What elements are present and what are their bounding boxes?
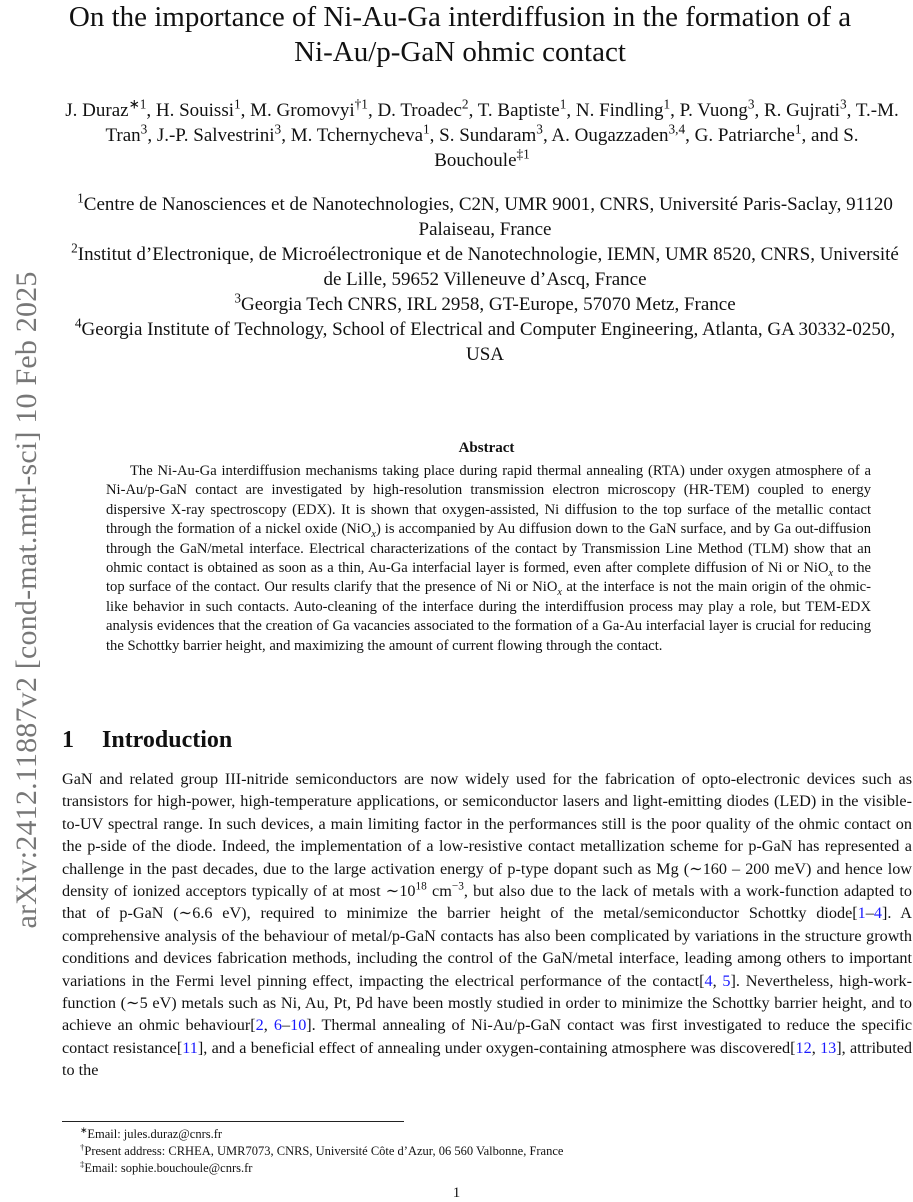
footnote-divider — [62, 1121, 404, 1122]
affiliation: $^1$Centre de Nanosciences et de Nanotechnologies, C2N, UMR 9001, CNRS, Université Paris-Saclay, 91120 Palaiseau, France — [77, 190, 893, 240]
citation-link[interactable]: 4 — [873, 904, 882, 923]
section-title: Introduction — [102, 727, 233, 753]
author: N. Findling$^1$ — [575, 96, 671, 121]
arxiv-identifier[interactable]: arXiv:2412.11887v2 [cond-mat.mtrl-sci] 10 Feb 2025 — [10, 271, 43, 929]
introduction-paragraph: GaN and related group III-nitride semiconductors are now widely used for the fabrication of opto-electronic devices such as transistors for high-power, high-temperature applications, or semiconductor lasers and light-emitting diodes (LED) in the visible-to-UV spectral range. In such devices, a main limiting factor in the performances still is the poor quality of the ohmic contact on the p-side of the diode. Indeed, the implementation of a low-resistive contact metallization scheme for p-GaN has represented a challenge in the past decades, due to the large activation energy of p-type dopant such as Mg (∼160 – 200 meV) and hence low density of ionized acceptors typically of at most $\sim 10^{18}$ $cm^{-3}$, but also due to the lack of metals with a work-function adapted to that of p-GaN (∼6.6 eV), required to minimize the barrier height of the metal/semiconductor Schottky diode[1–4]. A comprehensive analysis of the behaviour of metal/p-GaN contacts has also been complicated by variations in the structure growth conditions and devices fabrication methods, including the control of the GaN/metal interface, leading among others to important variations in the Fermi level pinning effect, impacting the electrical performance of the contact[4, 5]. Nevertheless, high-work-function (∼5 eV) metals such as Ni, Au, Pt, Pd have been mostly studied in order to minimize the Schottky barrier height, and to achieve an ohmic behaviour[2, 6–10]. Thermal annealing of Ni-Au/p-GaN contact was first investigated to reduce the specific contact resistance[11], and a beneficial effect of annealing under oxygen-containing atmosphere was discovered[12, 13], attributed to the — [62, 770, 913, 1080]
author: H. Souissi$^1$ — [155, 96, 241, 121]
author: T. Baptiste$^1$ — [477, 96, 567, 121]
citation-link[interactable]: 11 — [182, 1038, 198, 1057]
title-line-1: On the importance of Ni-Au-Ga interdiffusion in the formation of a — [68, 1, 852, 33]
citation-link[interactable]: 6 — [273, 1016, 282, 1035]
author: G. Patriarche$^1$ — [694, 121, 802, 146]
affiliation: $^3$Georgia Tech CNRS, IRL 2958, GT-Europe, 57070 Metz, France — [234, 290, 736, 315]
affiliation: $^2$Institut d’Electronique, de Microélectronique et de Nanotechnologie, IEMN, UMR 8520, CNRS, Université de Lille, 59652 Villeneuve d’Ascq, France — [71, 240, 899, 290]
page-number: 1 — [452, 1185, 461, 1201]
citation-link[interactable]: 2 — [255, 1016, 264, 1035]
author: S. Sundaram$^3$ — [439, 121, 543, 146]
footnote: ‡Email: sophie.bouchoule@cnrs.fr — [80, 1158, 253, 1175]
citation-link[interactable]: 4 — [704, 971, 713, 990]
author: M. Tchernycheva$^1$ — [290, 121, 430, 146]
citation-link[interactable]: 13 — [820, 1038, 837, 1057]
author: T.-M. Tran$^3$ — [105, 100, 899, 146]
citation-link[interactable]: 12 — [795, 1038, 812, 1057]
abstract-text: The Ni-Au-Ga interdiffusion mechanisms taking place during rapid thermal annealing (RTA) under oxygen atmosphere of a Ni-Au/p-GaN contact are investigated by high-resolution transmission electron microscopy (HR-TEM) coupled to energy dispersive X-ray spectroscopy (EDX). It is shown that oxygen-assisted, Ni diffusion to the top surface of the metallic contact through the formation of a nickel oxide (NiO$_x$) is accompanied by Au diffusion down to the GaN surface, and by Ga out-diffusion through the GaN/metal interface. Electrical characterizations of the contact by Transmission Line Method (TLM) show that an ohmic contact is obtained as soon as a thin, Au-Ga interfacial layer is formed, even after complete diffusion of Ni or NiO$_x$ to the top surface of the contact. Our results clarify that the presence of Ni or NiO$_x$ at the interface is not the main origin of the ohmic-like behavior in such contacts. Auto-cleaning of the interface during the interdiffusion process may play a role, but TEM-EDX analysis evidences that the creation of Ga vacancies associated to the formation of a Ga-Au interfacial layer is crucial for reducing the Schottky barrier height, and maximizing the amount of current flowing through the contact. — [106, 463, 871, 654]
author: J. Duraz$^{∗1}$ — [65, 96, 147, 121]
abstract-heading: Abstract — [458, 440, 515, 456]
arxiv-identifier-margin — [0, 0, 54, 1200]
footnotes — [62, 1126, 902, 1177]
title-line-2: Ni-Au/p-GaN ohmic contact — [294, 36, 626, 68]
author: S. Bouchoule$^{\ddagger 1}$ — [434, 125, 859, 171]
author: M. Gromovyi$^{\dagger 1}$ — [250, 96, 368, 121]
affiliation: $^4$Georgia Institute of Technology, School of Electrical and Computer Engineering, Atlanta, GA 30332-0250, USA — [74, 315, 896, 365]
citation-link[interactable]: 10 — [290, 1016, 307, 1035]
author: R. Gujrati$^3$ — [764, 96, 847, 121]
section-number: 1 — [62, 727, 74, 753]
author: A. Ougazzaden$^{3,4}$ — [551, 121, 686, 146]
author: J.-P. Salvestrini$^3$ — [156, 121, 282, 146]
author-list: J. Duraz$^{∗1}$, H. Souissi$^1$, M. Gromovyi$^{\dagger 1}$, D. Troadec$^2$, T. Baptiste$^1$, N. Findling$^1$, P. Vuong$^3$, R. Gujrati$^3$, T.-M. Tran$^3$, J.-P. Salvestrini$^3$, M. Tchernycheva$^1$, S. Sundaram$^3$, A. Ougazzaden$^{3,4}$, G. Patriarche$^1$, and S. Bouchoule$^{\ddagger 1}$ — [65, 96, 899, 171]
paper-title — [60, 0, 860, 70]
footnote: ∗Email: jules.duraz@cnrs.fr — [80, 1124, 223, 1141]
citation-link[interactable]: 1 — [857, 904, 866, 923]
section-heading-introduction — [62, 727, 662, 754]
affiliation-list — [60, 192, 910, 367]
footnote: †Present address: CRHEA, UMR7073, CNRS, Université Côte d’Azur, 06 560 Valbonne, France — [80, 1141, 564, 1158]
citation-link[interactable]: 5 — [722, 971, 731, 990]
author: D. Troadec$^2$ — [377, 96, 469, 121]
author: P. Vuong$^3$ — [679, 96, 755, 121]
